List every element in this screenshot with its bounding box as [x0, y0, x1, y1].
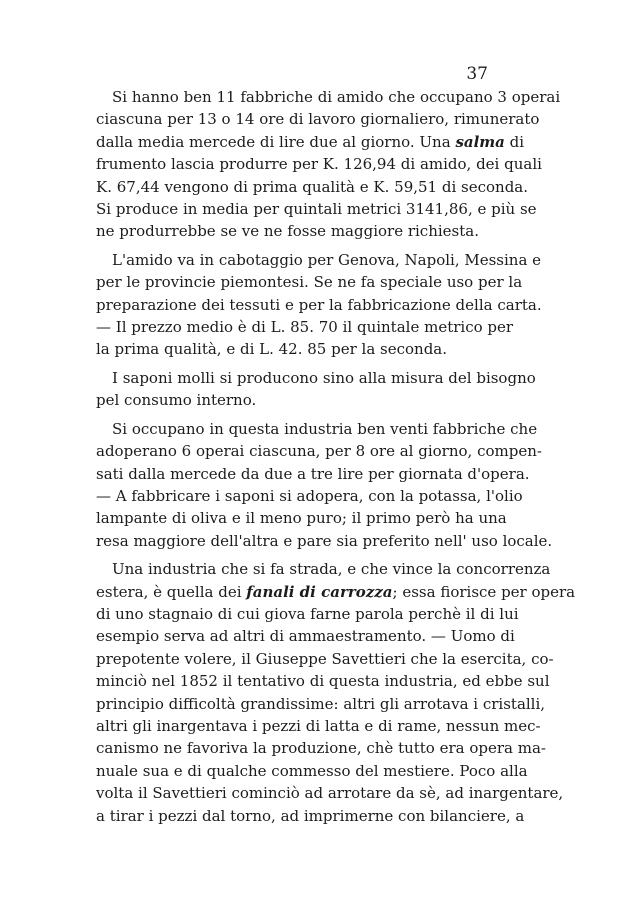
text-segment: dalla media mercede di lire due al giorno. Una	[96, 132, 456, 151]
text-line	[96, 648, 554, 670]
text-line	[96, 418, 538, 440]
text-segment: canismo ne favoriva la produzione, chè tutto era opera ma-	[96, 739, 546, 758]
text-segment: sati dalla mercede da due a tre lire per giornata d'opera.	[96, 464, 530, 483]
text-segment: esempio serva ad altri di ammaestramento. — Uomo di	[96, 627, 515, 646]
text-segment: preparazione dei tessuti e per la fabbricazione della carta.	[96, 295, 542, 314]
text-line	[96, 367, 536, 389]
text-line	[96, 108, 540, 130]
text-line	[96, 715, 541, 737]
paragraph	[96, 249, 542, 361]
text-segment: Si hanno ben 11 fabbriche di amido che occupano 3 operai	[112, 88, 561, 106]
text-segment: volta il Savettieri cominciò ad arrotare da sè, ad inargentare,	[96, 784, 564, 803]
text-segment: frumento lascia produrre per K. 126,94 di amido, dei quali	[96, 155, 542, 174]
text-line	[96, 316, 514, 338]
text-segment: principio difficoltà grandissime: altri gli arrotava i cristalli,	[96, 694, 546, 713]
text-line	[96, 440, 542, 462]
text-line	[96, 249, 542, 271]
text-line	[96, 670, 550, 692]
text-line	[96, 198, 537, 220]
text-segment: di uno stagnaio di cui giova farne parola perchè il di lui	[96, 604, 519, 623]
text-line	[96, 131, 525, 153]
text-line	[96, 805, 525, 827]
text-segment: per le provincie piemontesi. Se ne fa speciale uso per la	[96, 273, 523, 292]
text-line	[96, 603, 519, 625]
text-segment: minciò nel 1852 il tentativo di questa industria, ed ebbe sul	[96, 672, 550, 691]
paragraph	[96, 367, 536, 412]
text-line	[96, 271, 523, 293]
text-line	[96, 463, 530, 485]
text-segment: altri gli inargentava i pezzi di latta e di rame, nessun mec-	[96, 716, 541, 735]
text-segment: pel consumo interno.	[96, 391, 257, 410]
text-line	[96, 86, 561, 108]
text-line	[96, 389, 489, 411]
text-segment: — A fabbricare i saponi si adopera, con la potassa, l'olio	[96, 486, 523, 505]
text-segment: — Il prezzo medio è di L. 85. 70 il quintale metrico per	[96, 318, 514, 337]
text-segment: I saponi molli si producono sino alla misura del bisogno	[112, 368, 536, 387]
text-line	[96, 693, 546, 715]
italic-term: fanali di carrozza	[246, 582, 393, 601]
text-line	[96, 220, 489, 242]
text-segment: adoperano 6 operai ciascuna, per 8 ore al giorno, compen-	[96, 442, 542, 461]
text-line	[96, 294, 542, 316]
text-segment: Si occupano in questa industria ben venti fabbriche che	[112, 419, 538, 438]
text-line	[96, 530, 553, 552]
text-segment: la prima qualità, e di L. 42. 85 per la seconda.	[96, 340, 448, 359]
text-segment: K. 67,44 vengono di prima qualità e K. 59,51 di seconda.	[96, 177, 529, 196]
text-segment: L'amido va in cabotaggio per Genova, Napoli, Messina e	[112, 250, 542, 269]
text-line	[96, 581, 576, 603]
page-number: 37	[466, 64, 488, 84]
text-line	[96, 153, 542, 175]
paragraph	[96, 418, 553, 552]
text-segment: Si produce in media per quintali metrici 3141,86, e più se	[96, 200, 537, 219]
text-segment: resa maggiore dell'altra e pare sia preferito nell' uso locale.	[96, 531, 553, 550]
text-line	[96, 485, 523, 507]
paragraph	[96, 86, 561, 243]
text-line	[96, 782, 564, 804]
text-line	[96, 737, 546, 759]
text-segment: Una industria che si fa strada, e che vince la concorrenza	[112, 560, 551, 579]
italic-term: salma	[455, 132, 505, 151]
text-segment: ; essa fiorisce per opera	[392, 582, 576, 601]
text-line	[96, 338, 489, 360]
text-segment: ne produrrebbe se ve ne fosse maggiore richiesta.	[96, 222, 479, 241]
text-segment: lampante di oliva e il meno puro; il primo però ha una	[96, 509, 507, 528]
text-line	[96, 625, 515, 647]
paragraph	[96, 558, 576, 827]
text-line	[96, 176, 529, 198]
text-line	[96, 760, 528, 782]
text-segment: estera, è quella dei	[96, 582, 247, 601]
text-segment: nuale sua e di qualche commesso del mestiere. Poco alla	[96, 761, 528, 780]
text-line	[96, 558, 551, 580]
text-segment: a tirar i pezzi dal torno, ad imprimerne con bilanciere, a	[96, 806, 525, 825]
body-text	[96, 86, 576, 833]
text-segment: di	[504, 132, 525, 151]
text-segment: prepotente volere, il Giuseppe Savettieri che la esercita, co-	[96, 649, 554, 668]
text-segment: ciascuna per 13 o 14 ore di lavoro giornaliero, rimunerato	[96, 110, 540, 129]
text-line	[96, 507, 507, 529]
